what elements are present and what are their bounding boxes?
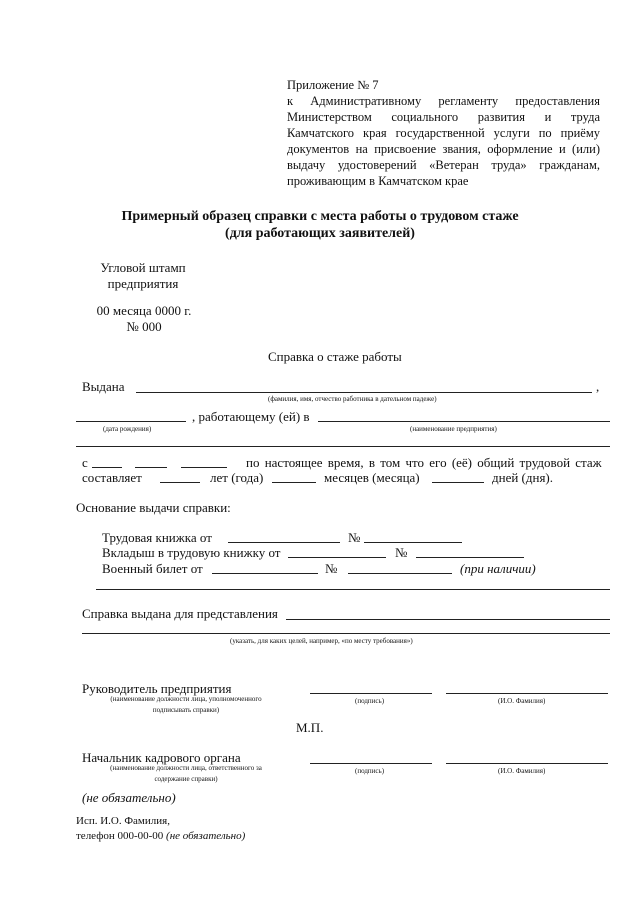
hint-organization: (наименование предприятия) <box>410 425 497 433</box>
years-label: лет (года) <box>210 470 264 485</box>
annex-line: документов на присвоение звания, оформление и (или) <box>287 142 600 156</box>
workbook-number-field[interactable] <box>364 542 462 543</box>
issued-label: Выдана <box>82 379 125 394</box>
date-number <box>86 303 202 335</box>
from-month-field[interactable] <box>135 467 167 468</box>
military-no-label: № <box>325 561 338 576</box>
hr-hint <box>86 763 286 785</box>
annex-line: выдачу удостоверений «Ветеран труда» гражданам, <box>287 158 600 172</box>
birthdate-field[interactable] <box>76 421 186 422</box>
title-line-2: (для работающих заявителей) <box>225 226 415 241</box>
corner-stamp <box>93 260 193 292</box>
military-date-field[interactable] <box>212 573 318 574</box>
stamp-line-2: предприятия <box>107 276 179 291</box>
seal-label: М.П. <box>296 720 324 735</box>
head-hint <box>86 694 286 716</box>
head-hint-line-1: (наименование должности лица, уполномоченного <box>110 695 262 703</box>
hr-hint-line-1: (наименование должности лица, ответственного за <box>110 764 262 772</box>
executor-phone-line <box>76 830 245 842</box>
hr-name-hint: (И.О. Фамилия) <box>498 767 546 775</box>
head-name-field[interactable] <box>446 693 608 694</box>
hr-hint-line-2: содержание справки) <box>154 775 218 783</box>
hint-name: (фамилия, имя, отчество работника в дательном падеже) <box>268 395 437 403</box>
days-label: дней (дня). <box>492 470 554 485</box>
insert-number-field[interactable] <box>416 557 524 558</box>
amount-label: составляет <box>82 470 142 485</box>
hr-label: Начальник кадрового органа <box>82 750 241 765</box>
workbook-label: Трудовая книжка от <box>102 530 212 545</box>
annex-block <box>287 77 600 189</box>
executor-optional-note: (не обязательно) <box>166 830 246 842</box>
hr-optional-note: (не обязательно) <box>82 790 176 805</box>
purpose-field[interactable] <box>286 619 610 620</box>
annex-line: Камчатского края государственной услуги по приёму <box>287 126 600 140</box>
days-field[interactable] <box>432 482 484 483</box>
head-label: Руководитель предприятия <box>82 681 232 696</box>
date-line: 00 месяца 0000 г. <box>96 303 192 318</box>
head-signature-hint: (подпись) <box>355 697 385 705</box>
from-day-field[interactable] <box>92 467 122 468</box>
hint-purpose: (указать, для каких целей, например, «по месту требования») <box>230 637 413 645</box>
working-label: , работающему (ей) в <box>192 409 310 424</box>
military-number-field[interactable] <box>348 573 452 574</box>
basis-label: Основание выдачи справки: <box>76 500 231 515</box>
years-field[interactable] <box>160 482 200 483</box>
workbook-date-field[interactable] <box>228 542 340 543</box>
insert-label: Вкладыш в трудовую книжку от <box>102 545 281 560</box>
name-field[interactable] <box>136 392 592 393</box>
executor-phone: телефон 000-00-00 <box>76 830 164 842</box>
purpose-label: Справка выдана для представления <box>82 606 278 621</box>
organization-field[interactable] <box>318 421 610 422</box>
from-label: с <box>82 455 88 470</box>
comma: , <box>596 379 600 394</box>
annex-line: проживающим в Камчатском крае <box>287 174 469 188</box>
period-text: по настоящее время, в том что его (её) общий трудовой стаж <box>246 455 602 470</box>
purpose-field-cont[interactable] <box>82 633 610 634</box>
months-field[interactable] <box>272 482 316 483</box>
head-hint-line-2: подписывать справки) <box>152 706 220 714</box>
months-label: месяцев (месяца) <box>324 470 420 485</box>
military-label: Военный билет от <box>102 561 203 576</box>
organization-field-cont[interactable] <box>76 446 610 447</box>
executor-name: Исп. И.О. Фамилия, <box>76 815 170 827</box>
hr-signature-hint: (подпись) <box>355 767 385 775</box>
workbook-no-label: № <box>348 530 361 545</box>
head-name-hint: (И.О. Фамилия) <box>498 697 546 705</box>
number-line: № 000 <box>126 319 162 334</box>
stamp-line-1: Угловой штамп <box>100 260 186 275</box>
hint-birthdate: (дата рождения) <box>103 425 152 433</box>
hr-name-field[interactable] <box>446 763 608 764</box>
title-line-1: Примерный образец справки с места работы о трудовом стаже <box>121 209 519 224</box>
annex-line: Министерством социального развития и труда <box>287 110 600 124</box>
head-signature-field[interactable] <box>310 693 432 694</box>
certificate-title: Справка о стаже работы <box>268 349 402 364</box>
annex-heading: Приложение № 7 <box>287 78 379 92</box>
page-title <box>0 208 640 242</box>
from-year-field[interactable] <box>181 467 227 468</box>
insert-no-label: № <box>395 545 408 560</box>
hr-signature-field[interactable] <box>310 763 432 764</box>
insert-date-field[interactable] <box>288 557 386 558</box>
basis-extra-field[interactable] <box>96 589 610 590</box>
if-any-note: (при наличии) <box>460 561 536 576</box>
annex-line: к Административному регламенту предоставления <box>287 94 600 108</box>
